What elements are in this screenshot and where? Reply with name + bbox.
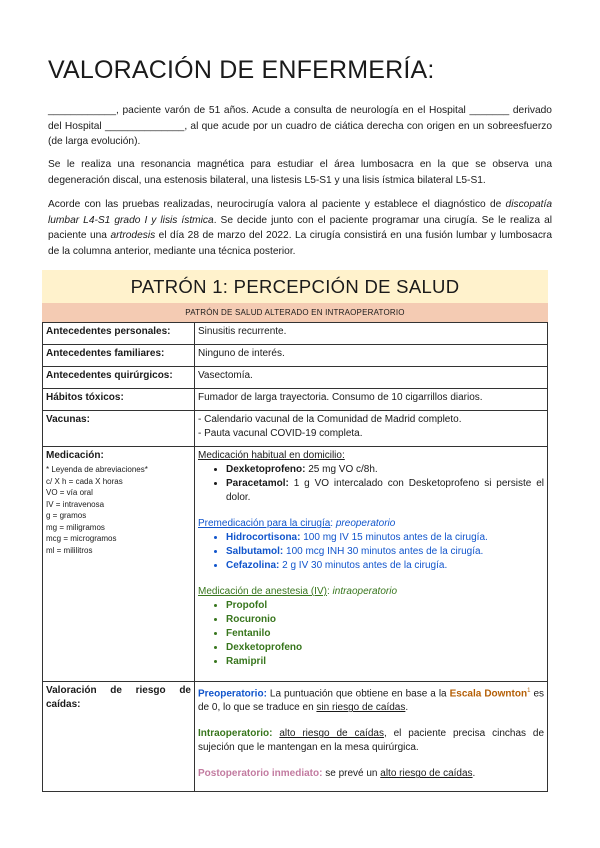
legend-item: ml = mililitros	[46, 545, 93, 555]
legend-item: c/ X h = cada X horas	[46, 476, 123, 486]
drug-dose: 100 mcg INH 30 minutos antes de la cirugía.	[283, 546, 484, 557]
drug-dose: 2 g IV 30 minutos antes de la cirugía.	[279, 560, 448, 571]
habitual-medication-title: Medicación habitual en domicilio:	[198, 450, 345, 461]
table-row	[43, 345, 548, 367]
spacer	[198, 505, 544, 517]
preoperative-label: Preoperatorio:	[198, 688, 267, 700]
spacer	[198, 573, 544, 585]
intro-paragraph-1	[48, 103, 552, 150]
row-value: Sinusitis recurrente.	[195, 323, 548, 345]
drug-dose: 25 mg VO c/8h.	[305, 464, 378, 475]
blank-hospital-1: _______	[469, 105, 510, 116]
habitual-medication-list	[198, 463, 544, 505]
preoperative-text-2: es de 0, lo que se traduce en	[198, 688, 545, 714]
list-item	[226, 559, 544, 573]
table-row	[43, 411, 548, 447]
legend-item: mg = miligramos	[46, 522, 105, 532]
list-item	[226, 627, 544, 641]
drug-name: Dexketoprofeno	[226, 642, 303, 653]
drug-name: Propofol	[226, 600, 268, 611]
pattern-subtitle: PATRÓN DE SALUD ALTERADO EN INTRAOPERATORIO	[42, 303, 548, 322]
row-value: Vasectomía.	[195, 367, 548, 389]
list-item	[226, 531, 544, 545]
legend-title: * Leyenda de abreviaciones*	[46, 465, 148, 474]
postoperative-text: se prevé un	[322, 768, 381, 780]
drug-name: Dexketoprofeno:	[226, 464, 306, 475]
intraoperative-label: Intraoperatorio:	[198, 728, 273, 740]
document-title: VALORACIÓN DE ENFERMERÍA:	[48, 56, 435, 84]
postoperative-label: Postoperatorio inmediato:	[198, 768, 323, 780]
drug-name: Hidrocortisona:	[226, 532, 301, 543]
intro-text-3: , al que acude por un cuadro de ciática derecha con origen en un sobreesfuerzo (de larga evolución).	[48, 120, 552, 147]
premedication-title: Premedicación para la cirugía: preoperatorio	[198, 518, 396, 529]
row-label	[43, 447, 195, 682]
legend-item: mcg = microgramos	[46, 534, 117, 543]
drug-name: Cefazolina:	[226, 560, 280, 571]
anesthesia-phase: intraoperatorio	[332, 586, 398, 597]
drug-name: Fentanilo	[226, 628, 271, 639]
row-label: Vacunas:	[43, 411, 195, 447]
list-item	[226, 477, 544, 505]
intro-text-1: , paciente varón de 51 años. Acude a consulta de neurología en el Hospital	[116, 105, 466, 116]
spacer	[198, 715, 544, 727]
legend-item: VO = vía oral	[46, 488, 93, 497]
falls-details	[195, 682, 548, 792]
row-value	[195, 411, 548, 447]
drug-dose: 100 mg IV 15 minutos antes de la cirugía.	[300, 532, 488, 543]
row-label: Antecedentes quirúrgicos:	[43, 367, 195, 389]
anesthesia-title: Medicación de anestesia (IV): intraoperatorio	[198, 586, 398, 597]
list-item	[226, 641, 544, 655]
intro-text-4: Acorde con las pruebas realizadas, neurocirugía valora al paciente y establece el diagnóstico de	[48, 199, 502, 210]
drug-name: Salbutamol:	[226, 546, 284, 557]
falls-preoperative: Preoperatorio: La puntuación que obtiene en base a la Escala Downton$^1$ es de 0, lo que se traduce en sin riesgo de caídas.	[198, 688, 545, 714]
intraoperative-text: , el paciente precisa cinchas de sujeción que le mantengan en la mesa quirúrgica.	[198, 728, 545, 754]
list-item	[226, 655, 544, 669]
blank-patient-name: ____________	[48, 105, 116, 116]
footnote-marker: 1	[527, 688, 531, 694]
data-table	[42, 322, 548, 792]
table-row	[43, 367, 548, 389]
medication-label: Medicación:	[46, 450, 104, 461]
row-label: Hábitos tóxicos:	[43, 389, 195, 411]
drug-name: Rocuronio	[226, 614, 276, 625]
list-item	[226, 599, 544, 613]
drug-name: Paracetamol:	[226, 478, 289, 489]
intro-text-2: derivado del Hospital	[48, 105, 552, 132]
pattern-title: PATRÓN 1: PERCEPCIÓN DE SALUD	[42, 270, 548, 303]
list-item	[226, 545, 544, 559]
medication-details	[195, 447, 548, 682]
table-row	[43, 323, 548, 345]
premedication-phase: preoperatorio	[335, 518, 396, 529]
list-item	[226, 613, 544, 627]
table-row	[43, 389, 548, 411]
anesthesia-title-text: Medicación de anestesia (IV)	[198, 586, 327, 597]
table-row	[43, 682, 548, 792]
abbreviation-legend	[46, 464, 191, 556]
row-label: Antecedentes familiares:	[43, 345, 195, 367]
row-label: Valoración de riesgo de caídas:	[43, 682, 195, 792]
intro-text-6: el día 28 de marzo del 2022. La cirugía consistirá en una fusión lumbar y lumbosacra de la columna anterior, mediante una técnica posterior.	[48, 230, 552, 257]
preoperative-text-1: La puntuación que obtiene en base a la	[266, 688, 450, 700]
downton-scale: Escala Downton	[449, 688, 528, 700]
premedication-list	[198, 531, 544, 573]
drug-dose: 1 g VO intercalado con Desketoprofeno si persiste el dolor.	[226, 478, 544, 503]
diagnosis-text: discopatía lumbar L4-S1 grado I y lisis ístmica	[48, 199, 552, 226]
preoperative-risk: sin riesgo de caídas	[316, 702, 406, 714]
falls-postoperative: Postoperatorio inmediato: se prevé un alto riesgo de caídas.	[198, 768, 476, 780]
intro-paragraph-3	[48, 197, 552, 259]
anesthesia-list	[198, 599, 544, 669]
legend-item: g = gramos	[46, 511, 87, 520]
procedure-text: artrodesis	[110, 230, 156, 241]
row-value: Fumador de larga trayectoria. Consumo de 10 cigarrillos diarios.	[195, 389, 548, 411]
drug-name: Ramipril	[226, 656, 267, 667]
legend-item: IV = intravenosa	[46, 499, 105, 509]
spacer	[198, 755, 544, 767]
vaccine-line-2: - Pauta vacunal COVID-19 completa.	[198, 428, 363, 439]
assessment-table	[42, 270, 548, 792]
intro-paragraph-2: Se le realiza una resonancia magnética para estudiar el área lumbosacra en la que se observa una degeneración discal, una estenosis bilateral, una listesis L5-S1 y una lisis ístmica bilateral L5-S1.	[48, 159, 552, 186]
intro-text-5: . Se decide junto con el paciente programar una cirugía. Se le realiza al paciente una	[48, 214, 553, 241]
row-label: Antecedentes personales:	[43, 323, 195, 345]
intraoperative-risk: alto riesgo de caídas	[279, 728, 384, 740]
blank-hospital-2: ______________	[104, 120, 185, 132]
falls-intraoperative	[198, 727, 544, 755]
vaccine-line-1: - Calendario vacunal de la Comunidad de Madrid completo.	[198, 414, 462, 425]
postoperative-risk: alto riesgo de caídas	[380, 768, 473, 780]
row-value: Ninguno de interés.	[195, 345, 548, 367]
list-item	[226, 463, 544, 477]
premedication-title-text: Premedicación para la cirugía	[198, 518, 331, 529]
table-row	[43, 447, 548, 682]
